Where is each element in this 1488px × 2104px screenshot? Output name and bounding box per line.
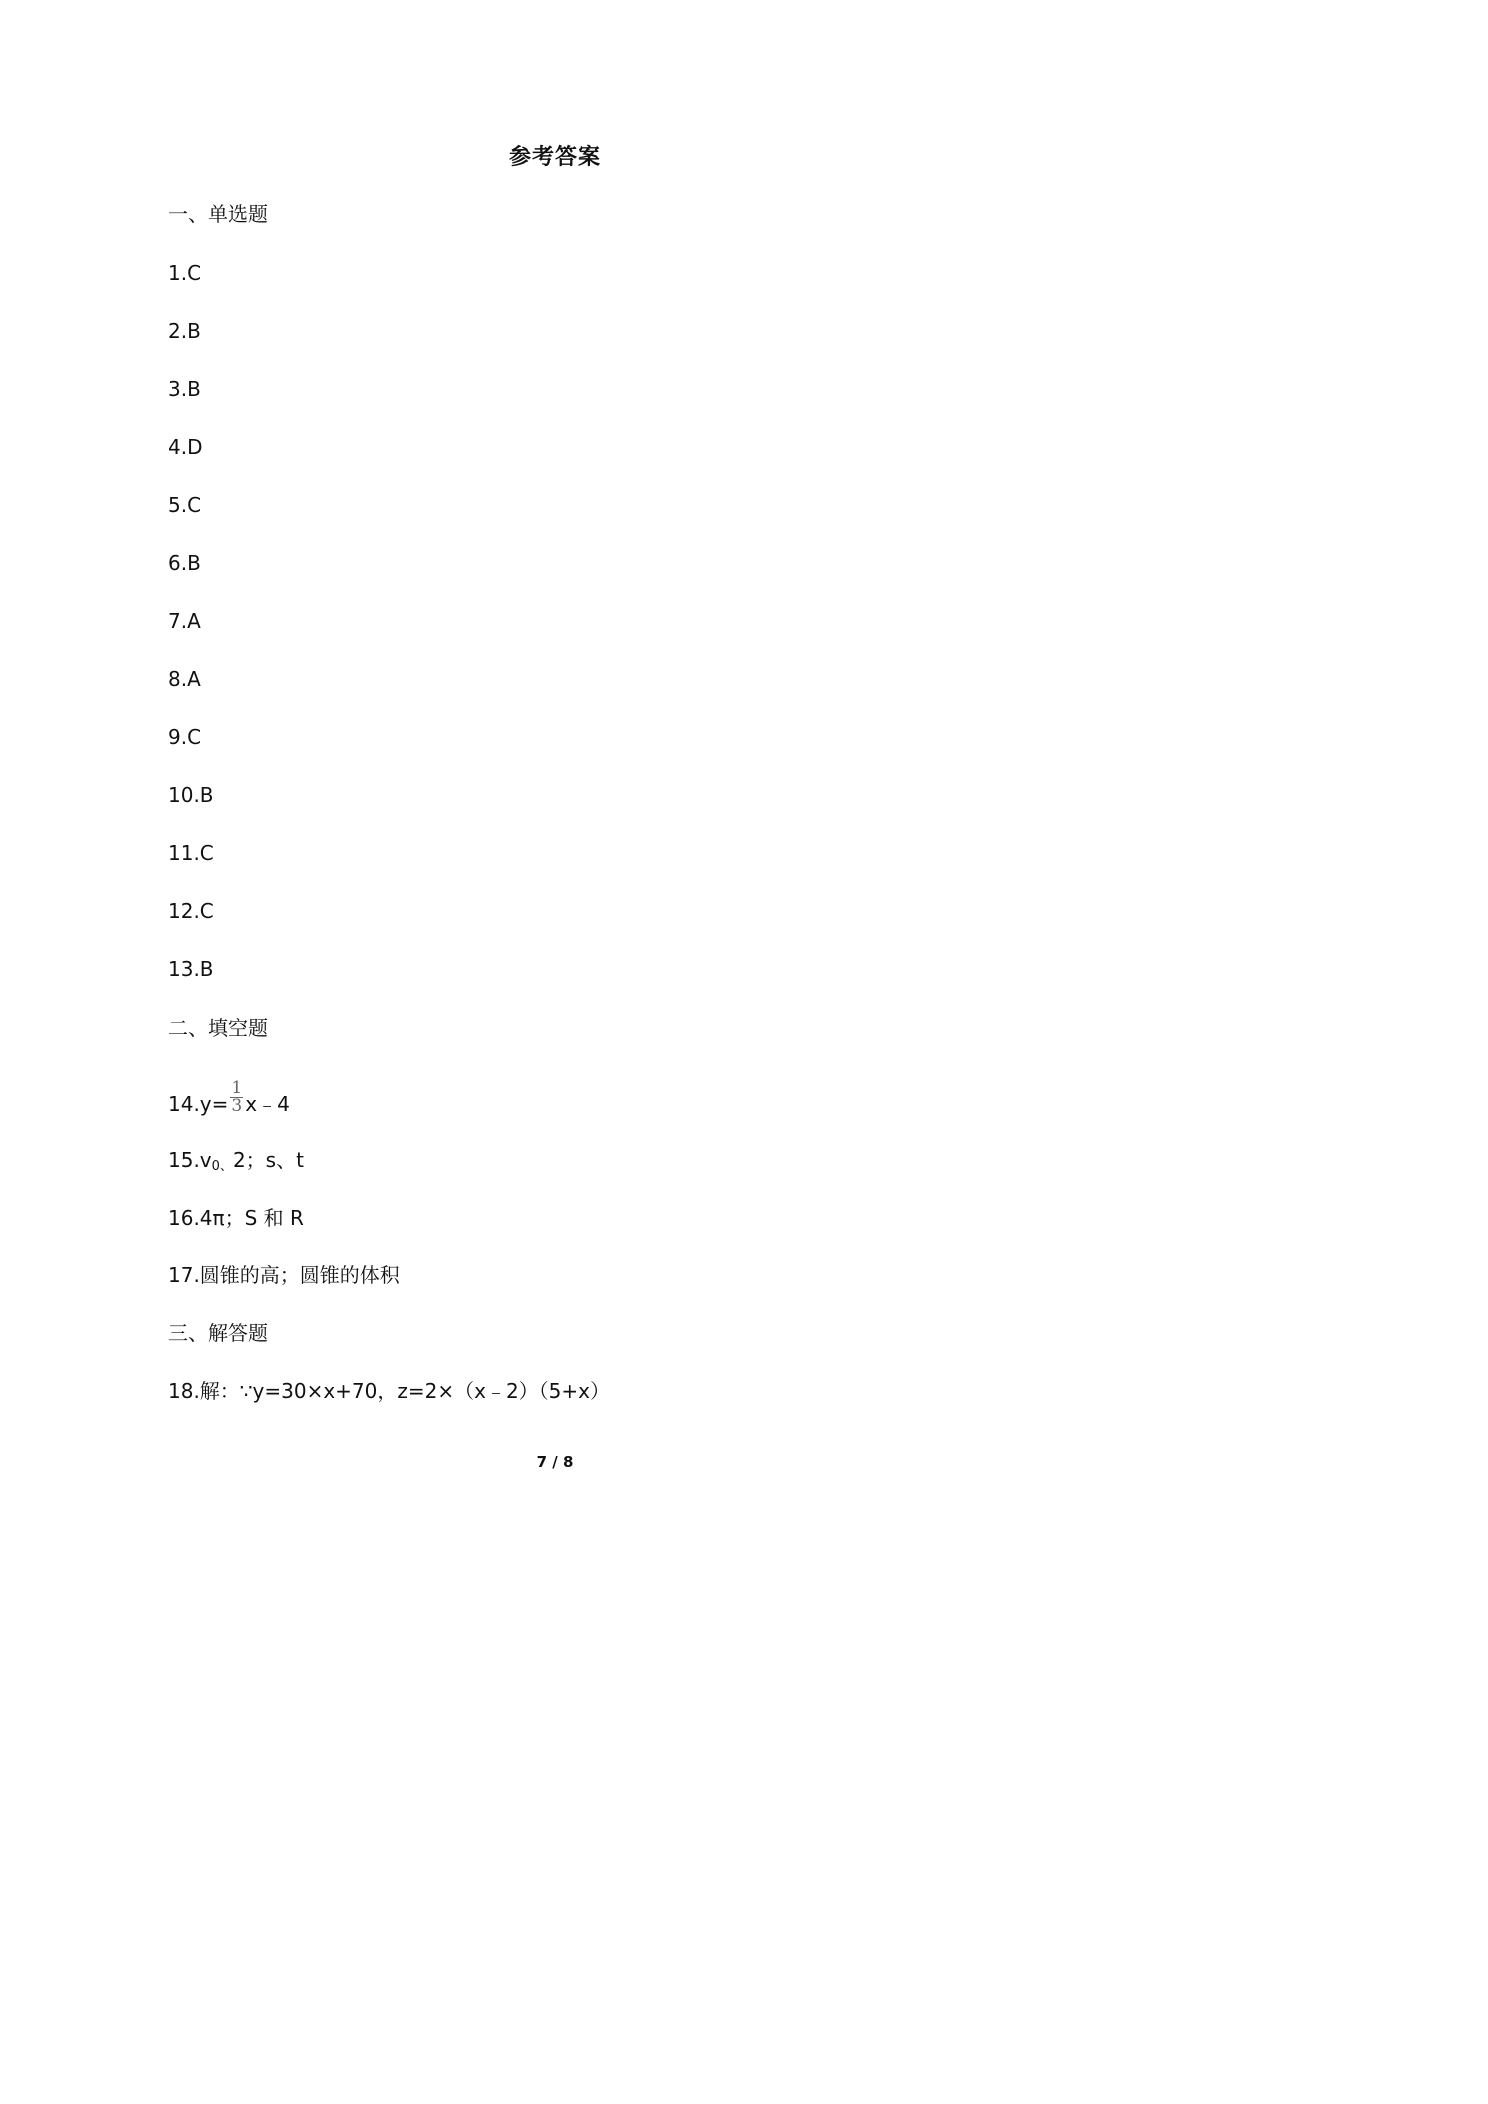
answer-item: 12.C — [168, 899, 214, 923]
answer-item: 13.B — [168, 957, 214, 981]
answer-item: 10.B — [168, 783, 214, 807]
answer-item-18: 18.解：∵y=30×x+70，z=2×（x﹣2）（5+x） — [168, 1379, 610, 1403]
section-heading-fill-blank: 二、填空题 — [168, 1016, 268, 1040]
fraction — [230, 1080, 243, 1115]
answer-item-16: 16.4π；S 和 R — [168, 1206, 304, 1230]
section-heading-solution: 三、解答题 — [168, 1321, 268, 1345]
answer-item: 3.B — [168, 377, 201, 401]
document-title: 参考答案 — [508, 145, 601, 170]
fraction-denominator: 3 — [231, 1096, 243, 1116]
answer-item-14 — [168, 1078, 290, 1123]
answer-item: 11.C — [168, 841, 214, 865]
answer-15-prefix: 15.v — [168, 1148, 212, 1172]
answer-item: 5.C — [168, 493, 202, 517]
page-number: 7 / 8 — [536, 1453, 574, 1471]
answer-14-suffix: x﹣4 — [245, 1092, 290, 1116]
answer-15-suffix: 2；s、t — [232, 1148, 304, 1172]
answer-item: 1.C — [168, 261, 202, 285]
answer-item-15 — [168, 1146, 304, 1181]
answer-item: 4.D — [168, 435, 203, 459]
answer-item-17: 17.圆锥的高；圆锥的体积 — [168, 1263, 400, 1287]
answer-item: 2.B — [168, 319, 201, 343]
answer-item: 9.C — [168, 725, 202, 749]
answer-item: 7.A — [168, 609, 201, 633]
answer-15-subscript: 0、 — [211, 1159, 233, 1174]
fraction-numerator: 1 — [231, 1078, 243, 1098]
answer-item: 6.B — [168, 551, 201, 575]
section-heading-single-choice: 一、单选题 — [168, 202, 268, 226]
answer-14-prefix: 14.y= — [168, 1092, 229, 1116]
answer-item: 8.A — [168, 667, 201, 691]
